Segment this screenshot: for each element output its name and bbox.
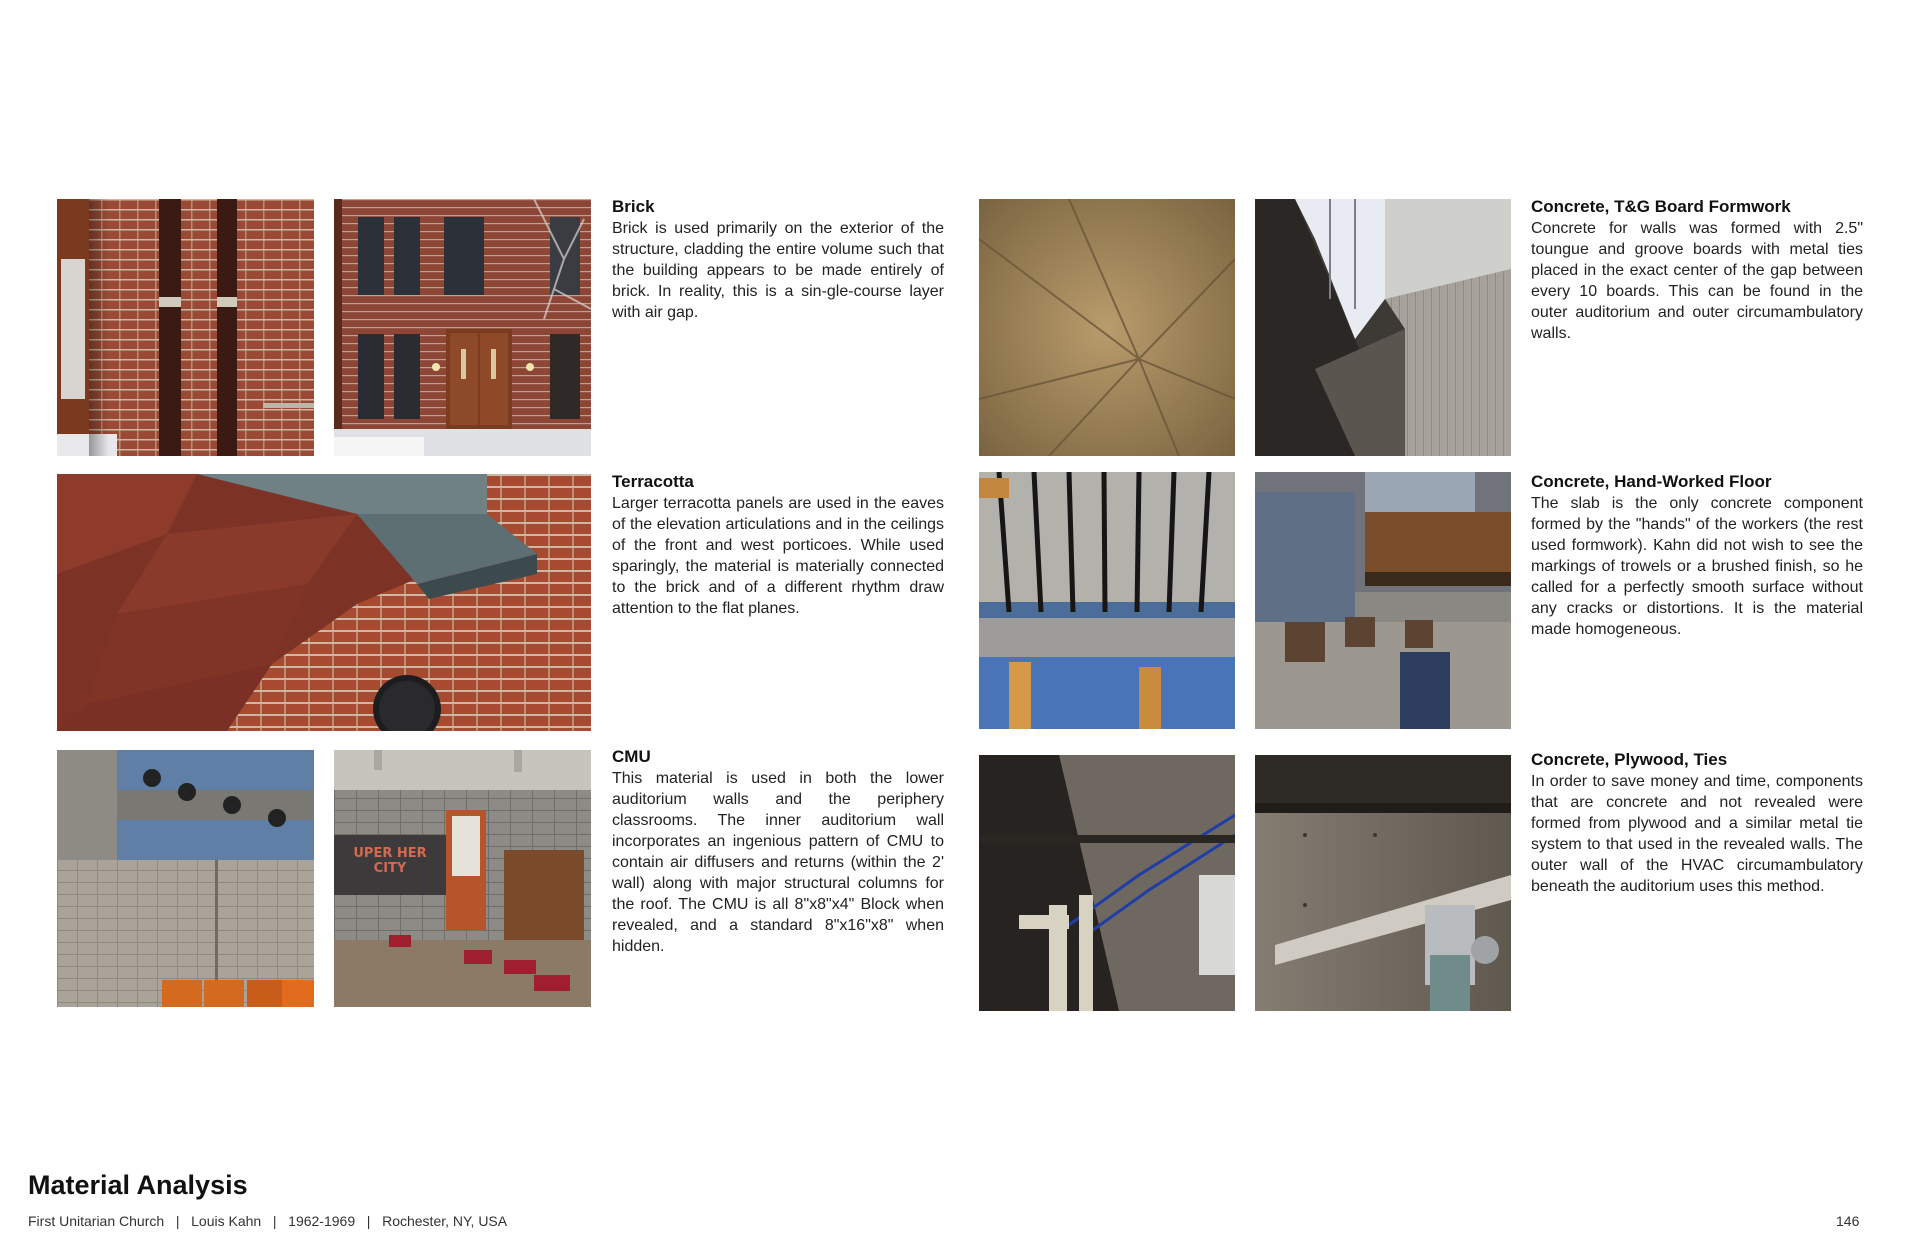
hvac-pipes-photo <box>979 755 1235 1011</box>
section-heading: Terracotta <box>612 472 694 491</box>
section-terracotta <box>612 471 944 619</box>
page-number: 146 <box>1836 1213 1860 1229</box>
section-brick <box>612 196 944 323</box>
classroom-wall-sign <box>336 846 444 876</box>
section-heading: Brick <box>612 197 655 216</box>
floor-railing-photo <box>979 472 1235 729</box>
concrete-ceiling-photo <box>979 199 1235 456</box>
page-title: Material Analysis <box>28 1170 248 1200</box>
sign-line-2: CITY <box>373 861 407 876</box>
section-text: This material is used in both the lower auditorium walls and the periphery classrooms. The inner auditorium wall incorporates an ingenious pattern of CMU to contain air diffusers and returns (within the 2' wall) along with major structural columns for the roof. The CMU is all 8"x8"x4" Block when revealed, and a standard 8"x16"x8" when hidden. <box>612 770 944 955</box>
plywood-wall-photo <box>1255 755 1511 1011</box>
section-heading: Concrete, T&G Board Formwork <box>1531 197 1791 216</box>
auditorium-floor-photo <box>1255 472 1511 729</box>
sign-line-1: UPER HER <box>353 846 427 861</box>
page-meta: First Unitarian Church | Louis Kahn | 1962-1969 | Rochester, NY, USA <box>28 1213 508 1229</box>
cmu-classroom-photo <box>334 750 591 1007</box>
section-text: Larger terracotta panels are used in the eaves of the elevation articulations and in the ceilings of the front and west porticoes. While used sparingly, the material is materially connected to the brick and of a different rhythm draw attention to the flat planes. <box>612 495 944 617</box>
brick-pilaster-photo <box>57 199 314 456</box>
section-text: In order to save money and time, components that are concrete and not revealed were formed from plywood and a similar metal tie system to that used in the revealed walls. The outer wall of the HVAC circumambulatory beneath the auditorium uses this method. <box>1531 773 1863 895</box>
section-text: Brick is used primarily on the exterior of the structure, cladding the entire volume such that the building appears to be made entirely of brick. In reality, this is a sin-gle-course layer with air gap. <box>612 220 944 321</box>
cmu-auditorium-wall-photo <box>57 750 314 1007</box>
section-heading: Concrete, Plywood, Ties <box>1531 750 1728 769</box>
section-concrete-tg <box>1531 196 1863 344</box>
section-text: The slab is the only concrete component formed by the "hands" of the workers (the rest used formwork). Kahn did not wish to see the markings of trowels or a brushed finish, so he called for a perfectly smooth surface without any cracks or distortions. It is the material made homogeneous. <box>1531 495 1863 638</box>
brick-facade-door-photo <box>334 199 591 456</box>
concrete-board-wall-photo <box>1255 199 1511 456</box>
terracotta-eave-photo <box>57 474 591 731</box>
section-concrete-plywood <box>1531 749 1863 897</box>
section-heading: Concrete, Hand-Worked Floor <box>1531 472 1772 491</box>
section-concrete-floor <box>1531 471 1863 640</box>
section-text: Concrete for walls was formed with 2.5" toungue and groove boards with metal ties placed in the exact center of the gap between every 10 boards. This can be found in the outer auditorium and outer circumambulatory walls. <box>1531 220 1863 342</box>
section-cmu <box>612 746 944 957</box>
section-heading: CMU <box>612 747 651 766</box>
